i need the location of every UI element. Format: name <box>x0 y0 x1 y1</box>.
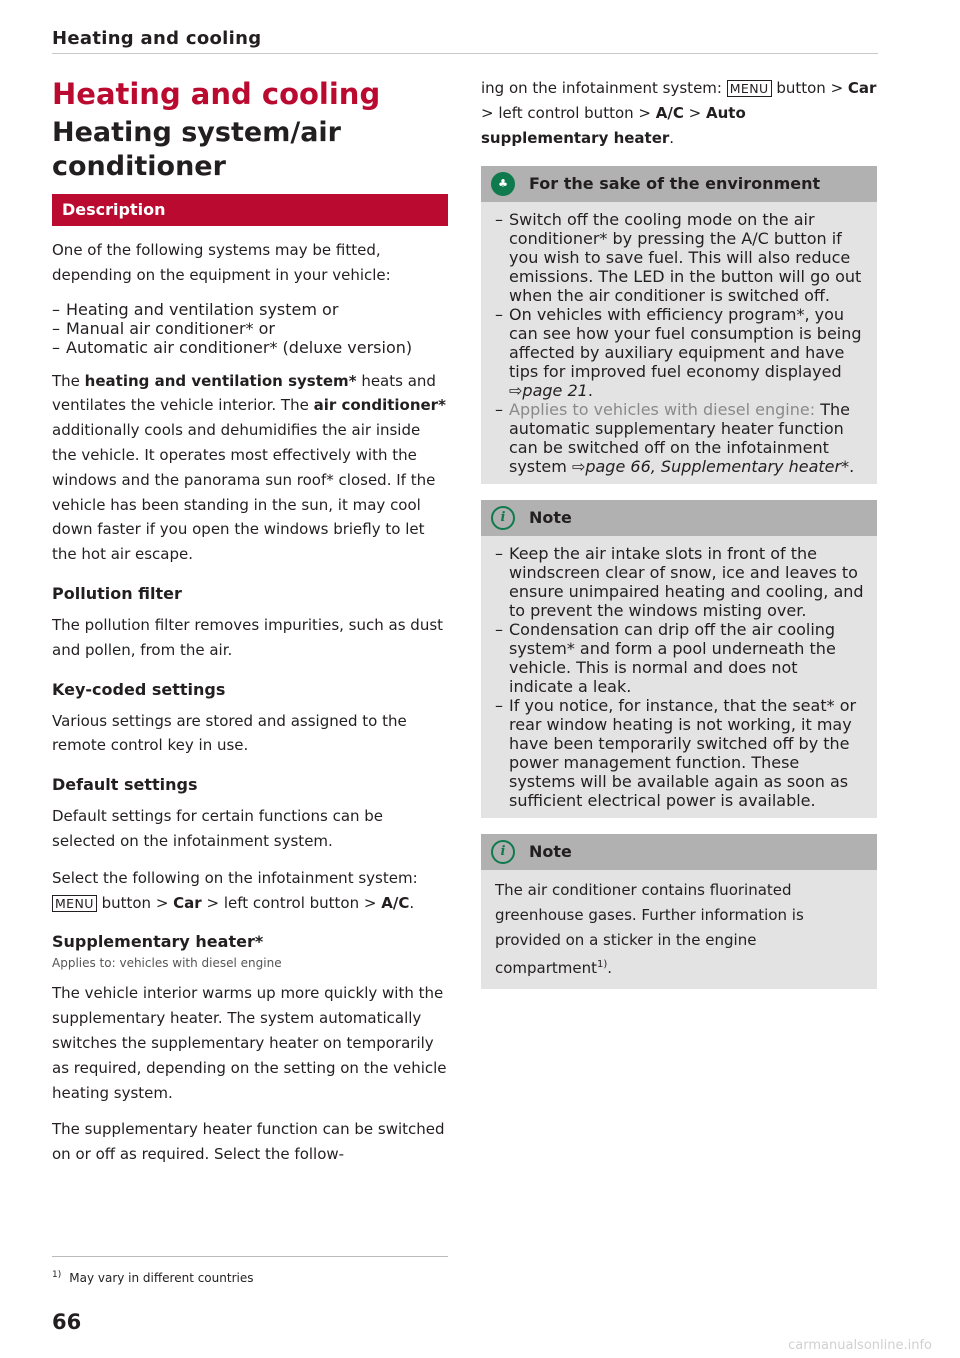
supplementary-heater-heading: Supplementary heater* <box>52 932 264 952</box>
system-description: The heating and ventilation system* heats and ventilates the vehicle interior. The air conditioner* additionally cools and dehumidifies the air inside the vehicle. It operates most effectively with the windows and the panorama sun roof* closed. If the vehicle has been standing in the sun, it may cool down faster if you open the windows briefly to let the hot air escape. <box>52 371 446 564</box>
key-coded-text: Various settings are stored and assigned to the remote control key in use. <box>52 711 407 755</box>
right-column <box>481 76 877 989</box>
list-item: – Heating and ventilation system or <box>52 299 339 319</box>
running-head: Heating and cooling <box>52 28 262 49</box>
section-title: Heating system/air conditioner <box>52 117 341 182</box>
default-settings-heading: Default settings <box>52 775 198 795</box>
default-settings-path: Select the following on the infotainment system: MENU button > Car > left control button > A/C. <box>52 868 418 912</box>
chapter-title: Heating and cooling <box>52 77 381 111</box>
footnote-rule <box>52 1256 448 1257</box>
list-item: – Keep the air intake slots in front of the windscreen clear of snow, ice and leaves to ensure unimpaired heating and cooling, and to prevent the windows misting over. <box>495 544 864 621</box>
key-coded-heading: Key-coded settings <box>52 679 226 699</box>
info-icon: i <box>491 506 515 530</box>
list-item: – Manual air conditioner* or <box>52 318 275 338</box>
list-item: – Applies to vehicles with diesel engine: The automatic supplementary heater function can be switched off on the infotainment system ⇨page 66, Supplementary heater*. <box>495 400 855 477</box>
page-reference: ⇨page 66, Supplementary heater* <box>571 457 850 477</box>
list-item: – Automatic air conditioner* (deluxe version) <box>52 337 413 357</box>
note-text: The air conditioner contains fluorinated greenhouse gases. Further information is provided on a sticker in the engine compartment$^{1)}$. <box>495 881 804 977</box>
intro-text: One of the following systems may be fitted, depending on the equipment in your vehicle: <box>52 241 391 284</box>
menu-key: MENU <box>727 80 772 97</box>
footnote: $^{1)}$ May vary in different countries <box>52 1270 254 1285</box>
description-bar: Description <box>52 194 448 226</box>
environment-box <box>481 166 877 484</box>
environment-title: For the sake of the environment <box>529 174 821 194</box>
note-title: Note <box>529 842 572 862</box>
list-item: – Condensation can drip off the air cooling system* and form a pool underneath the vehicle. This is normal and does not indicate a leak. <box>495 620 836 697</box>
applies-to-note: Applies to: vehicles with diesel engine <box>52 956 282 971</box>
continued-text: ing on the infotainment system: MENU button > Car > left control button > A/C > Auto supplementary heater. <box>481 79 877 147</box>
leaf-icon: ♣ <box>491 172 515 196</box>
watermark: carmanualsonline.info <box>788 1338 932 1353</box>
note-box-2 <box>481 834 877 988</box>
pollution-filter-heading: Pollution filter <box>52 583 182 603</box>
left-column <box>52 76 448 1167</box>
pollution-filter-text: The pollution filter removes impurities, such as dust and pollen, from the air. <box>52 615 444 659</box>
systems-list <box>52 300 448 357</box>
header-rule <box>52 53 878 54</box>
info-icon: i <box>491 840 515 864</box>
note-box-1 <box>481 500 877 818</box>
list-item: – On vehicles with efficiency program*, you can see how your fuel consumption is being affected by auxiliary equipment and have tips for improved fuel economy displayed ⇨page 21. <box>495 305 862 401</box>
page-reference: ⇨page 21 <box>509 381 588 401</box>
supplementary-heater-text-2: The supplementary heater function can be switched on or off as required. Select the follow- <box>52 1120 445 1164</box>
list-item: – Switch off the cooling mode on the air conditioner* by pressing the A/C button if you wish to save fuel. This will also reduce emissions. The LED in the button will go out when the air conditioner is switched off. <box>495 210 862 306</box>
page-number: 66 <box>52 1310 82 1334</box>
note-title: Note <box>529 508 572 528</box>
menu-key: MENU <box>52 895 97 912</box>
supplementary-heater-text: The vehicle interior warms up more quickly with the supplementary heater. The system automatically switches the supplementary heater on temporarily as required, depending on the setting on the vehicle heating system. <box>52 984 447 1102</box>
list-item: – If you notice, for instance, that the seat* or rear window heating is not working, it may have been temporarily switched off by the power management function. These systems will be available again as soon as sufficient electrical power is available. <box>495 696 857 811</box>
default-settings-text: Default settings for certain functions can be selected on the infotainment system. <box>52 807 384 850</box>
